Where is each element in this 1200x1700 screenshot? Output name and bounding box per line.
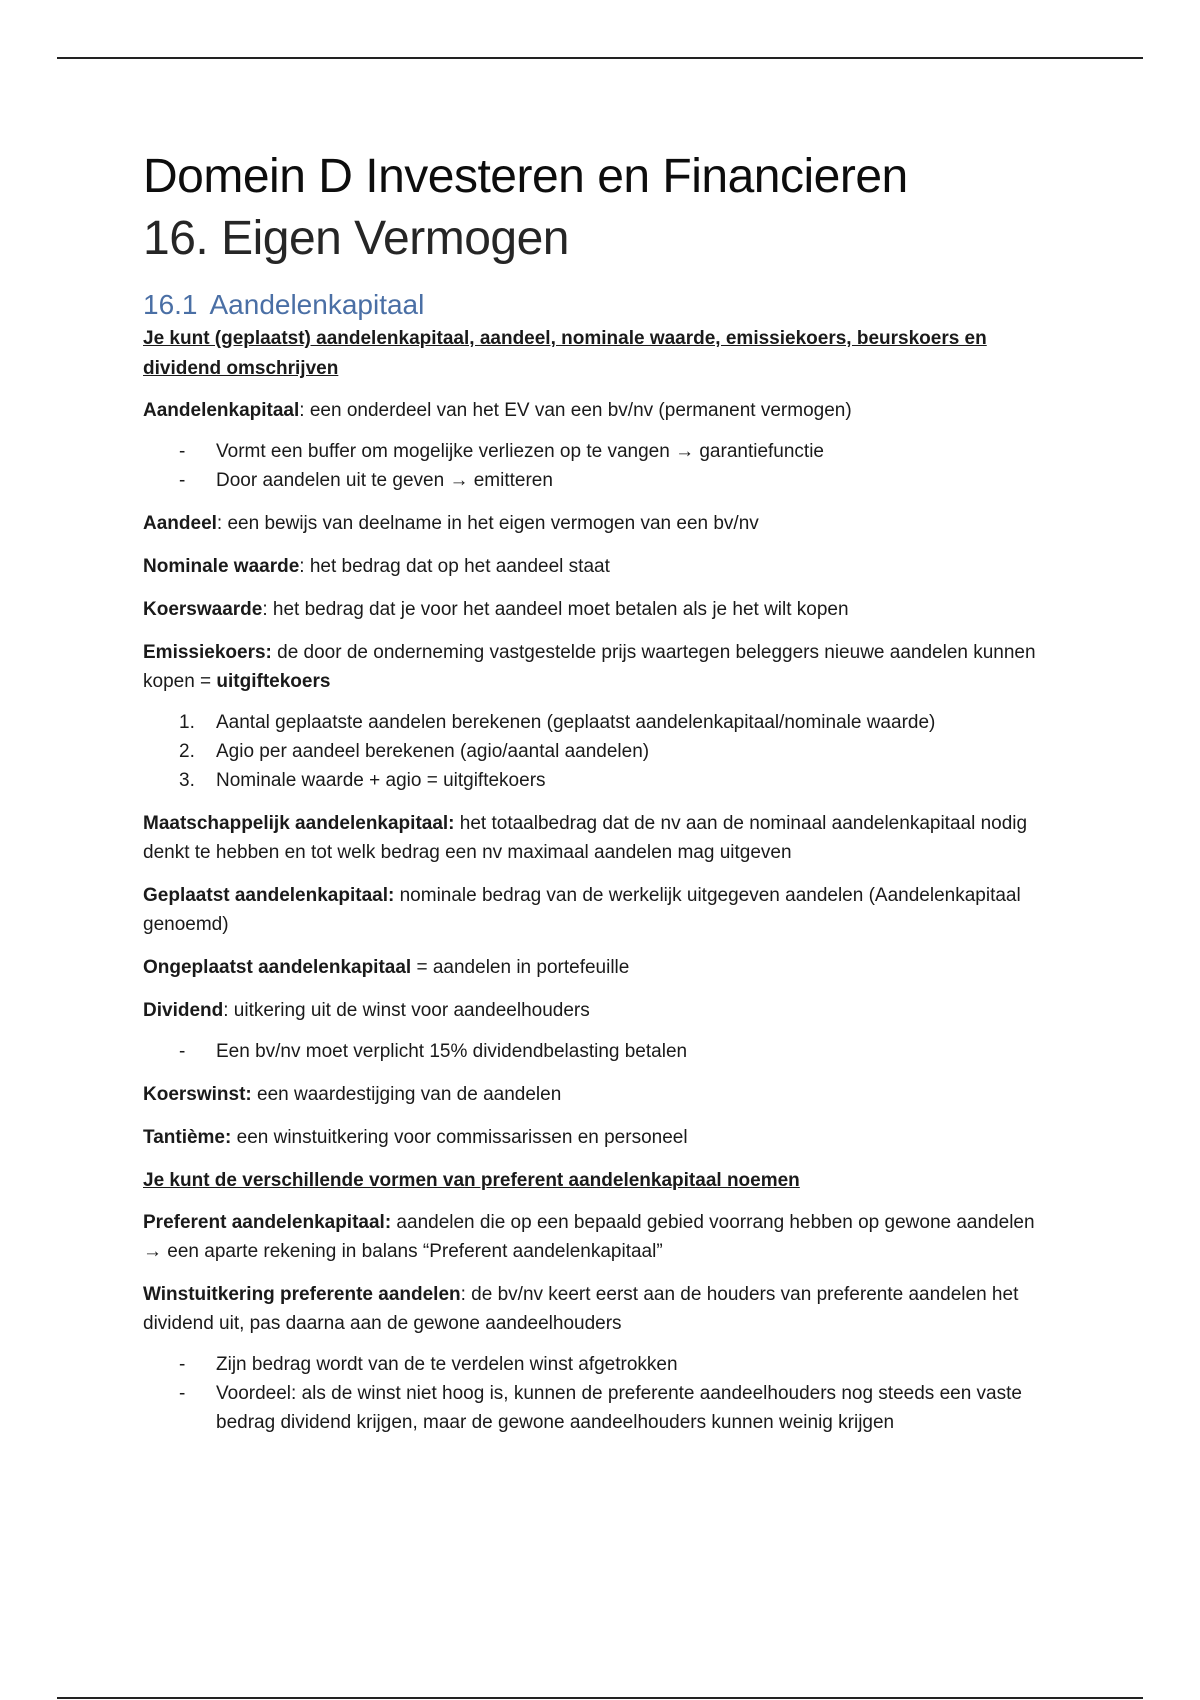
def-text: een winstuitkering voor commissarissen en personeel [231, 1127, 688, 1148]
step-number: 1. [179, 712, 195, 733]
learning-goal-2: Je kunt de verschillende vormen van preferent aandelenkapitaal noemen [143, 1170, 800, 1191]
winstuitkering-bullets [143, 1350, 1043, 1437]
def-text: een waardestijging van de aandelen [251, 1084, 562, 1105]
def-emissiekoers [143, 638, 1043, 696]
section-heading [143, 288, 1043, 322]
def-term: Preferent aandelenkapitaal: [143, 1212, 392, 1233]
def-text: de door de onderneming vastgestelde prijs waartegen beleggers nieuwe aandelen kunnen kopen = [143, 642, 1036, 692]
def-term: Maatschappelijk aandelenkapitaal: [143, 813, 455, 834]
list-item [143, 1350, 1043, 1379]
section-number: 16.1 [143, 289, 198, 320]
def-term: Tantième: [143, 1127, 232, 1148]
def-text: : een onderdeel van het EV van een bv/nv (permanent vermogen) [299, 400, 852, 421]
document-body [143, 146, 1043, 1451]
def-dividend [143, 996, 1043, 1025]
dividend-bullets [143, 1037, 1043, 1066]
def-text: : de bv/nv keert eerst aan de houders van preferente aandelen het dividend uit, pas daarna aan de gewone aandeelhouders [143, 1284, 1019, 1334]
top-rule [57, 57, 1143, 59]
emissie-steps [143, 708, 1043, 795]
def-text: : uitkering uit de winst voor aandeelhouders [223, 1000, 590, 1021]
chapter-title: 16. Eigen Vermogen [143, 212, 569, 265]
list-item [143, 1379, 1043, 1437]
def-text: = aandelen in portefeuille [411, 957, 630, 978]
list-item-text: Vormt een buffer om mogelijke verliezen op te vangen → garantiefunctie [216, 441, 824, 462]
def-preferent [143, 1208, 1043, 1266]
def-text: : een bewijs van deelname in het eigen vermogen van een bv/nv [216, 513, 759, 534]
def-text: nominale bedrag van de werkelijk uitgegeven aandelen (Aandelenkapitaal genoemd) [143, 885, 1021, 935]
def-term: Ongeplaatst aandelenkapitaal [143, 957, 412, 978]
aandelenkapitaal-bullets [143, 437, 1043, 495]
list-item [143, 708, 1043, 737]
list-item [143, 766, 1043, 795]
list-item [143, 437, 1043, 466]
dash-marker: - [179, 441, 186, 462]
def-maatschappelijk [143, 809, 1043, 867]
def-ongeplaatst [143, 953, 1043, 982]
dash-marker: - [179, 470, 186, 491]
def-aandelenkapitaal [143, 396, 1043, 425]
def-term-end: uitgiftekoers [216, 671, 331, 692]
def-term: Koerswinst: [143, 1084, 252, 1105]
def-text: het totaalbedrag dat de nv aan de nominaal aandelenkapitaal nodig denkt te hebben en tot welk bedrag een nv maximaal aandelen mag uitgeven [143, 813, 1028, 863]
list-item-text: Agio per aandeel berekenen (agio/aantal aandelen) [216, 741, 650, 762]
list-item-text: Voordeel: als de winst niet hoog is, kunnen de preferente aandeelhouders nog steeds een vaste bedrag dividend krijgen, maar de gewone aandeelhouders kunnen weinig krijgen [216, 1383, 1022, 1433]
section-title: Aandelenkapitaal [209, 289, 425, 320]
list-item [143, 1037, 1043, 1066]
def-text: aandelen die op een bepaald gebied voorrang hebben op gewone aandelen → een aparte rekening in balans “Preferent aandelenkapitaal” [143, 1212, 1035, 1262]
def-term: Dividend [143, 1000, 224, 1021]
list-item-text: Door aandelen uit te geven → emitteren [216, 470, 553, 491]
def-nominale-waarde [143, 552, 1043, 581]
list-item-text: Nominale waarde + agio = uitgiftekoers [216, 770, 546, 791]
def-term: Nominale waarde [143, 556, 300, 577]
step-number: 2. [179, 741, 195, 762]
list-item-text: Aantal geplaatste aandelen berekenen (geplaatst aandelenkapitaal/nominale waarde) [216, 712, 936, 733]
def-term: Koerswaarde [143, 599, 263, 620]
bottom-rule [57, 1697, 1143, 1699]
def-koerswaarde [143, 595, 1043, 624]
learning-goal-1: Je kunt (geplaatst) aandelenkapitaal, aandeel, nominale waarde, emissiekoers, beurskoers en dividend omschrijven [143, 328, 987, 379]
def-term: Emissiekoers: [143, 642, 272, 663]
def-koerswinst [143, 1080, 1043, 1109]
list-item-text: Zijn bedrag wordt van de te verdelen winst afgetrokken [216, 1354, 678, 1375]
dash-marker: - [179, 1383, 186, 1404]
list-item [143, 737, 1043, 766]
dash-marker: - [179, 1041, 186, 1062]
list-item-text: Een bv/nv moet verplicht 15% dividendbelasting betalen [216, 1041, 688, 1062]
def-term: Geplaatst aandelenkapitaal: [143, 885, 395, 906]
def-text: : het bedrag dat op het aandeel staat [299, 556, 610, 577]
def-term: Winstuitkering preferente aandelen [143, 1284, 461, 1305]
def-aandeel [143, 509, 1043, 538]
def-text: : het bedrag dat je voor het aandeel moet betalen als je het wilt kopen [262, 599, 849, 620]
list-item [143, 466, 1043, 495]
dash-marker: - [179, 1354, 186, 1375]
def-term: Aandeel [143, 513, 217, 534]
def-term: Aandelenkapitaal [143, 400, 300, 421]
def-winstuitkering [143, 1280, 1043, 1338]
document-title: Domein D Investeren en Financieren [143, 150, 908, 203]
def-geplaatst [143, 881, 1043, 939]
def-tantieme [143, 1123, 1043, 1152]
step-number: 3. [179, 770, 195, 791]
